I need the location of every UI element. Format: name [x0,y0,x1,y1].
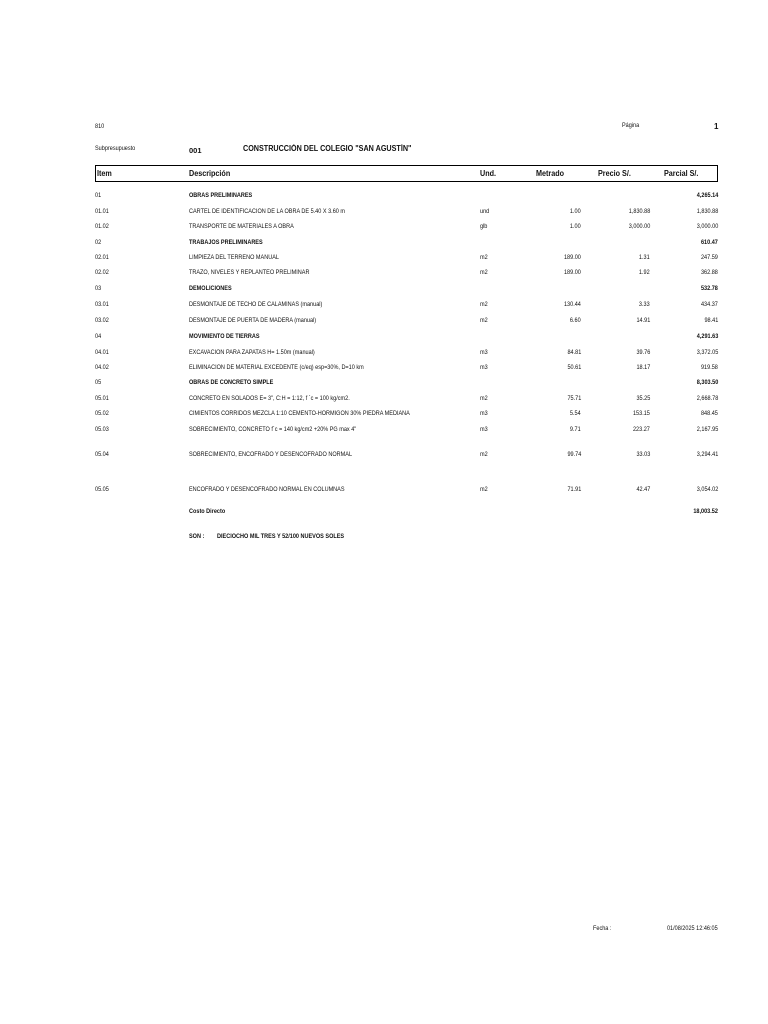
row-description: DESMONTAJE DE PUERTA DE MADERA (manual) [189,317,317,324]
column-header-item: Item [97,169,112,178]
table-row [0,363,768,373]
row-item-code: 01.01 [95,208,109,215]
column-header-descripcion: Descripción [189,169,231,178]
table-section-row [0,378,768,388]
row-precio: 1,830.88 [628,208,650,215]
table-row [0,450,768,460]
row-description: OBRAS PRELIMINARES [189,192,253,199]
row-parcial: 434.37 [701,301,718,308]
page-label: Página [622,122,640,129]
costo-directo-label: Costo Directo [189,508,226,515]
row-parcial: 2,668.78 [696,395,718,402]
table-row [0,316,768,326]
table-section-row [0,238,768,248]
row-precio: 33.03 [636,451,650,458]
row-parcial: 919.58 [701,364,718,371]
row-unit: m2 [480,395,488,402]
row-parcial: 848.45 [701,410,718,417]
row-parcial: 8,303.50 [696,379,718,386]
row-unit: glb [480,223,488,230]
row-metrado: 1.00 [570,223,581,230]
column-header-metrado: Metrado [536,169,565,178]
row-unit: m2 [480,301,488,308]
row-parcial: 3,372.05 [696,349,718,356]
row-unit: m3 [480,410,488,417]
table-row [0,253,768,263]
row-item-code: 05.02 [95,410,109,417]
row-item-code: 03.02 [95,317,109,324]
table-row [0,348,768,358]
table-row [0,268,768,278]
row-metrado: 189.00 [564,269,581,276]
row-item-code: 04.02 [95,364,109,371]
row-parcial: 3,294.41 [696,451,718,458]
row-parcial: 247.59 [701,254,718,261]
row-description: CONCRETO EN SOLADOS E= 3", C:H = 1:12, f `c = 100 kg/cm2. [189,395,350,402]
fecha-value: 01/08/2025 12:46:05 [667,925,718,932]
subpresupuesto-label: Subpresupuesto [95,145,136,152]
table-row [0,394,768,404]
table-row [0,425,768,435]
row-parcial: 362.88 [701,269,718,276]
son-label: SON : [189,533,205,540]
row-item-code: 02.02 [95,269,109,276]
row-description: OBRAS DE CONCRETO SIMPLE [189,379,274,386]
row-description: ELIMINACION DE MATERIAL EXCEDENTE (c/eq) esp=30%, D=10 km [189,364,364,371]
row-item-code: 05.03 [95,426,109,433]
row-item-code: 02.01 [95,254,109,261]
row-description: LIMPIEZA DEL TERRENO MANUAL [189,254,279,261]
table-section-row [0,191,768,201]
row-precio: 3,000.00 [628,223,650,230]
costo-directo-value: 18,003.52 [693,508,718,515]
row-item-code: 01.02 [95,223,109,230]
row-metrado: 99.74 [567,451,581,458]
row-unit: m2 [480,451,488,458]
row-metrado: 84.81 [567,349,581,356]
row-metrado: 75.71 [567,395,581,402]
row-item-code: 02 [95,239,102,246]
row-unit: m3 [480,364,488,371]
table-section-row [0,332,768,342]
row-precio: 3.33 [639,301,650,308]
row-item-code: 03.01 [95,301,109,308]
row-description: MOVIMIENTO DE TIERRAS [189,333,260,340]
row-metrado: 6.60 [570,317,581,324]
row-description: EXCAVACION PARA ZAPATAS H= 1.50m (manual) [189,349,315,356]
row-description: CIMIENTOS CORRIDOS MEZCLA 1:10 CEMENTO-HORMIGON 30% PIEDRA MEDIANA [189,410,410,417]
row-parcial: 4,291.63 [696,333,718,340]
column-header-precio: Precio S/. [598,169,631,178]
row-description: DEMOLICIONES [189,285,232,292]
table-row [0,485,768,495]
report-code: 810 [95,123,105,130]
row-item-code: 04.01 [95,349,109,356]
row-precio: 18.17 [636,364,650,371]
row-description: DESMONTAJE DE TECHO DE CALAMINAS (manual) [189,301,323,308]
row-precio: 1.92 [639,269,650,276]
column-header-parcial: Parcial S/. [664,169,699,178]
row-precio: 1.31 [639,254,650,261]
row-unit: m3 [480,349,488,356]
row-unit: m2 [480,317,488,324]
row-item-code: 05.04 [95,451,109,458]
row-description: TRABAJOS PRELIMINARES [189,239,263,246]
row-precio: 35.25 [636,395,650,402]
row-unit: und [480,208,490,215]
row-parcial: 2,167.95 [696,426,718,433]
row-metrado: 189.00 [564,254,581,261]
row-parcial: 532.78 [701,285,718,292]
row-metrado: 130.44 [564,301,581,308]
row-unit: m2 [480,486,488,493]
amount-in-words: DIECIOCHO MIL TRES Y 52/100 NUEVOS SOLES [217,533,345,540]
row-precio: 39.76 [636,349,650,356]
row-parcial: 98.41 [704,317,718,324]
row-item-code: 05.01 [95,395,109,402]
row-description: TRANSPORTE DE MATERIALES A OBRA [189,223,294,230]
row-parcial: 4,265.14 [696,192,718,199]
table-row [0,222,768,232]
page-number: 1 [714,122,719,131]
project-title: CONSTRUCCIÓN DEL COLEGIO "SAN AGUSTÍN" [243,144,412,153]
row-parcial: 610.47 [701,239,718,246]
row-description: CARTEL DE IDENTIFICACION DE LA OBRA DE 5.40 X 3.60 m [189,208,345,215]
table-row [0,207,768,217]
row-unit: m2 [480,269,488,276]
row-metrado: 5.54 [570,410,581,417]
row-precio: 14.91 [636,317,650,324]
row-item-code: 05 [95,379,102,386]
row-description: SOBRECIMIENTO, ENCOFRADO Y DESENCOFRADO NORMAL [189,451,353,458]
row-precio: 223.27 [633,426,650,433]
row-item-code: 04 [95,333,102,340]
row-item-code: 03 [95,285,102,292]
row-item-code: 05.05 [95,486,109,493]
row-metrado: 9.71 [570,426,581,433]
subpresupuesto-code: 001 [189,146,202,155]
fecha-label: Fecha : [593,925,612,932]
row-description: SOBRECIMIENTO, CONCRETO f´c = 140 kg/cm2 +20% PG max 4" [189,426,357,433]
row-metrado: 50.61 [567,364,581,371]
row-unit: m2 [480,254,488,261]
row-precio: 42.47 [636,486,650,493]
table-row [0,300,768,310]
row-description: ENCOFRADO Y DESENCOFRADO NORMAL EN COLUMNAS [189,486,345,493]
row-parcial: 3,000.00 [696,223,718,230]
row-parcial: 3,054.02 [696,486,718,493]
row-metrado: 1.00 [570,208,581,215]
row-unit: m3 [480,426,488,433]
row-metrado: 71.91 [567,486,581,493]
row-description: TRAZO, NIVELES Y REPLANTEO PRELIMINAR [189,269,310,276]
column-header-und: Und. [480,169,497,178]
row-precio: 153.15 [633,410,650,417]
table-section-row [0,284,768,294]
row-parcial: 1,830.88 [696,208,718,215]
row-item-code: 01 [95,192,102,199]
table-row [0,409,768,419]
